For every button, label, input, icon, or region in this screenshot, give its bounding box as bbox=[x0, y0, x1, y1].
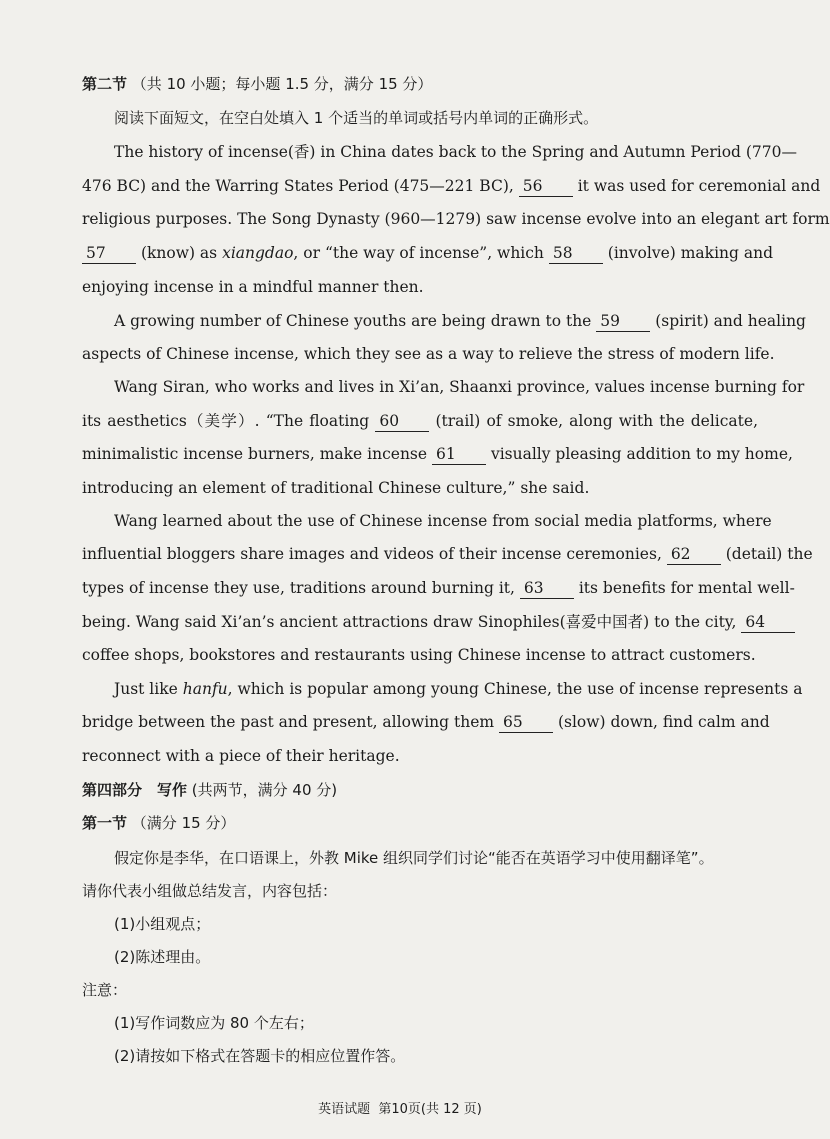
p4-line2-text-b: (detail) the bbox=[725, 545, 813, 563]
section-2-title: 第二节 bbox=[82, 75, 128, 93]
p5-line3: reconnect with a piece of their heritage. bbox=[82, 747, 400, 765]
p1-line3: religious purposes. The Song Dynasty (960—1279) saw incense evolve into an elegant art form bbox=[82, 210, 830, 228]
part-4-title: 第四部分 写作 bbox=[82, 781, 188, 799]
p5-line1-text-a: Just like bbox=[114, 680, 178, 698]
part-4-note: (共两节，满分 40 分) bbox=[191, 781, 338, 799]
blank-65[interactable]: 65 bbox=[499, 713, 553, 733]
page-footer bbox=[0, 1098, 800, 1117]
p1-line2-text-a: 476 BC) and the Warring States Period (475—221 BC), bbox=[82, 177, 514, 195]
section-1-heading bbox=[82, 812, 758, 834]
blank-61[interactable]: 61 bbox=[432, 445, 486, 465]
p4-line5: coffee shops, bookstores and restaurants using Chinese incense to attract customers. bbox=[82, 646, 756, 664]
blank-56[interactable]: 56 bbox=[519, 177, 573, 197]
p3-line3 bbox=[82, 443, 793, 465]
p3-line2 bbox=[82, 410, 758, 432]
blank-57[interactable]: 57 bbox=[82, 244, 136, 264]
writing-note-2: (2)请按如下格式在答题卡的相应位置作答。 bbox=[114, 1047, 406, 1065]
p1-line2-text-b: it was used for ceremonial and bbox=[577, 177, 821, 195]
writing-item-2: (2)陈述理由。 bbox=[114, 948, 211, 966]
p4-line1: Wang learned about the use of Chinese incense from social media platforms, where bbox=[114, 512, 772, 530]
section-2-note: （共 10 小题；每小题 1.5 分，满分 15 分） bbox=[131, 75, 433, 93]
p3-line3-text-a: minimalistic incense burners, make incense bbox=[82, 445, 428, 463]
blank-62[interactable]: 62 bbox=[667, 545, 721, 565]
p4-line3-text-a: types of incense they use, traditions around burning it, bbox=[82, 579, 515, 597]
p5-line2-text-b: (slow) down, find calm and bbox=[557, 713, 770, 731]
p4-line3 bbox=[82, 577, 795, 599]
blank-59[interactable]: 59 bbox=[596, 312, 650, 332]
p3-line2-text-a: its aesthetics（美学）. “The floating bbox=[82, 412, 370, 430]
p4-line2-text-a: influential bloggers share images and videos of their incense ceremonies, bbox=[82, 545, 662, 563]
p1-line4-text-c: (involve) making and bbox=[607, 244, 773, 262]
p1-line2 bbox=[82, 175, 821, 197]
section-2-heading bbox=[82, 73, 758, 95]
p4-line2 bbox=[82, 543, 813, 565]
p4-line4 bbox=[82, 611, 766, 633]
p3-line2-text-b: (trail) of smoke, along with the delicate, bbox=[435, 412, 758, 430]
p1-line4 bbox=[82, 242, 773, 264]
section-1-title: 第一节 bbox=[82, 814, 128, 832]
writing-item-1: (1)小组观点； bbox=[114, 915, 211, 933]
writing-prompt-line2: 请你代表小组做总结发言，内容包括： bbox=[82, 882, 338, 900]
p1-line5: enjoying incense in a mindful manner then. bbox=[82, 278, 424, 296]
p2-line2: aspects of Chinese incense, which they see as a way to relieve the stress of modern life. bbox=[82, 345, 775, 363]
footer-subject: 英语试题 bbox=[318, 1102, 371, 1117]
writing-note-label: 注意： bbox=[82, 981, 128, 999]
p3-line3-text-b: visually pleasing addition to my home, bbox=[490, 445, 793, 463]
p2-line1-text-b: (spirit) and healing bbox=[655, 312, 806, 330]
writing-prompt-line1: 假定你是李华，在口语课上，外教 Mike 组织同学们讨论“能否在英语学习中使用翻译笔”。 bbox=[114, 849, 714, 867]
part-4-heading bbox=[82, 779, 758, 801]
blank-58[interactable]: 58 bbox=[549, 244, 603, 264]
p5-line2 bbox=[82, 711, 770, 733]
section-1-note: （满分 15 分） bbox=[131, 814, 236, 832]
p1-line4-text-b: , or “the way of incense”, which bbox=[293, 244, 544, 262]
p2-line1 bbox=[114, 310, 806, 332]
writing-note-1: (1)写作词数应为 80 个左右； bbox=[114, 1014, 314, 1032]
p3-line1: Wang Siran, who works and lives in Xi’an, Shaanxi province, values incense burning for bbox=[114, 378, 805, 396]
p1-line1: The history of incense(香) in China dates back to the Spring and Autumn Period (770— bbox=[114, 143, 798, 161]
p5-line1-italic: hanfu bbox=[182, 680, 228, 698]
footer-page-number: 第10页(共 12 页) bbox=[378, 1102, 482, 1117]
p3-line4: introducing an element of traditional Chinese culture,” she said. bbox=[82, 479, 590, 497]
p4-line4-text-a: being. Wang said Xi’an’s ancient attractions draw Sinophiles(喜爱中国者) to the city, bbox=[82, 613, 737, 631]
p1-line4-text-a: (know) as bbox=[140, 244, 218, 262]
section-2-instruction: 阅读下面短文，在空白处填入 1 个适当的单词或括号内单词的正确形式。 bbox=[114, 109, 599, 127]
p2-line1-text-a: A growing number of Chinese youths are being drawn to the bbox=[114, 312, 592, 330]
p4-line3-text-b: its benefits for mental well- bbox=[578, 579, 795, 597]
blank-60[interactable]: 60 bbox=[375, 412, 429, 432]
p5-line1-text-b: , which is popular among young Chinese, the use of incense represents a bbox=[227, 680, 803, 698]
blank-64[interactable]: 64 bbox=[741, 613, 795, 633]
p5-line1 bbox=[114, 678, 803, 700]
blank-63[interactable]: 63 bbox=[520, 579, 574, 599]
p5-line2-text-a: bridge between the past and present, allowing them bbox=[82, 713, 495, 731]
p1-line4-italic: xiangdao bbox=[222, 244, 294, 262]
